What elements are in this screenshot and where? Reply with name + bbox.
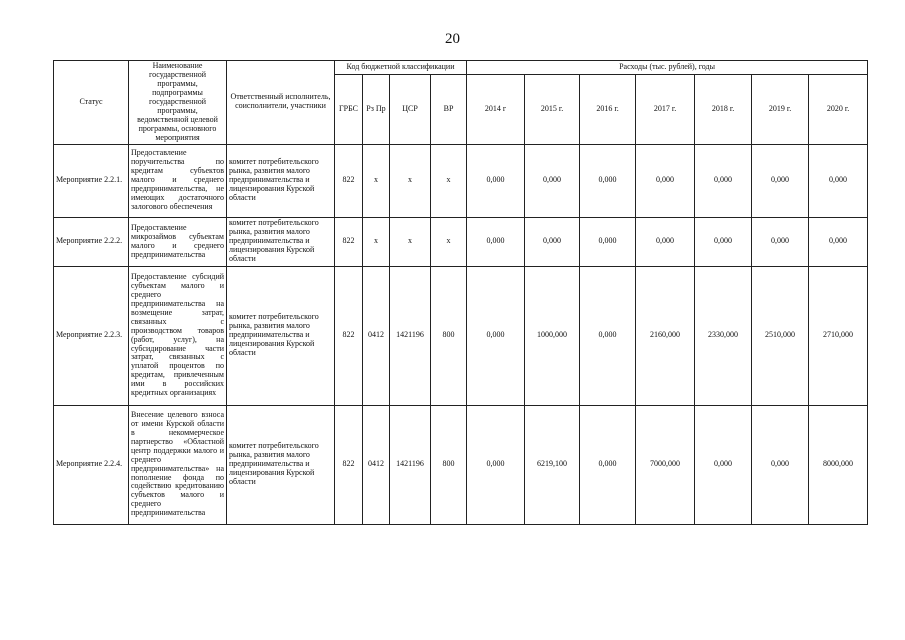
row-value-2016: 0,000	[580, 266, 636, 405]
row-value-2016: 0,000	[580, 405, 636, 524]
row-csr: 1421196	[390, 405, 431, 524]
row-value-2018: 0,000	[695, 144, 752, 217]
row-csr: 1421196	[390, 266, 431, 405]
row-name: Предоставление субсидий субъектам малого и среднего предпринимательства на возмещение затрат, связанных с производством товаров (работ, услуг), на субсидирование части затрат, связанных с уплатой процентов по кредитам, привлеченным ими в российских кредитных организациях	[129, 266, 227, 405]
row-value-2017: 2160,000	[636, 266, 695, 405]
row-value-2014: 0,000	[467, 405, 525, 524]
row-responsible: комитет потребительского рынка, развития малого предпринимательства и лицензирования Курской области	[227, 266, 335, 405]
table-row	[54, 144, 868, 217]
row-rzpr: х	[363, 217, 390, 266]
header-rzpr: Рз Пр	[363, 74, 390, 144]
row-csr: х	[390, 217, 431, 266]
row-vr: х	[431, 217, 467, 266]
row-value-2015: 0,000	[525, 144, 580, 217]
row-value-2014: 0,000	[467, 266, 525, 405]
header-year-2018: 2018 г.	[695, 74, 752, 144]
page-number: 20	[445, 31, 460, 47]
header-year-2020: 2020 г.	[809, 74, 868, 144]
row-vr: х	[431, 144, 467, 217]
row-status: Мероприятие 2.2.2.	[54, 217, 129, 266]
row-value-2015: 6219,100	[525, 405, 580, 524]
header-year-2019: 2019 г.	[752, 74, 809, 144]
row-rzpr: 0412	[363, 405, 390, 524]
row-vr: 800	[431, 405, 467, 524]
row-responsible: комитет потребительского рынка, развития малого предпринимательства и лицензирования Курской области	[227, 405, 335, 524]
row-grbs: 822	[335, 217, 363, 266]
header-year-2014: 2014 г	[467, 74, 525, 144]
row-name: Предоставление поручительства по кредитам субъектов малого и среднего предпринимательства, не имеющих достаточного залогового обеспечения	[129, 144, 227, 217]
row-name: Внесение целевого взноса от имени Курской области в некоммерческое партнерство «Областной центр поддержки малого и среднего предпринимательства» на пополнение фонда по содействию кредитованию субъектов малого и среднего предпринимательства	[129, 405, 227, 524]
row-status: Мероприятие 2.2.4.	[54, 405, 129, 524]
row-value-2020: 2710,000	[809, 266, 868, 405]
header-budget-code-group: Код бюджетной классификации	[335, 61, 467, 75]
header-year-2017: 2017 г.	[636, 74, 695, 144]
row-value-2019: 0,000	[752, 217, 809, 266]
row-status: Мероприятие 2.2.1.	[54, 144, 129, 217]
row-status: Мероприятие 2.2.3.	[54, 266, 129, 405]
row-grbs: 822	[335, 144, 363, 217]
row-rzpr: х	[363, 144, 390, 217]
row-value-2020: 8000,000	[809, 405, 868, 524]
row-value-2020: 0,000	[809, 144, 868, 217]
header-status: Статус	[54, 61, 129, 145]
row-csr: х	[390, 144, 431, 217]
row-value-2016: 0,000	[580, 144, 636, 217]
row-value-2014: 0,000	[467, 217, 525, 266]
row-vr: 800	[431, 266, 467, 405]
row-value-2019: 2510,000	[752, 266, 809, 405]
header-year-2015: 2015 г.	[525, 74, 580, 144]
row-value-2018: 2330,000	[695, 266, 752, 405]
row-value-2017: 7000,000	[636, 405, 695, 524]
row-value-2018: 0,000	[695, 217, 752, 266]
header-responsible: Ответственный исполнитель, соисполнители, участники	[227, 61, 335, 145]
row-responsible: комитет потребительского рынка, развития малого предпринимательства и лицензирования Курской области	[227, 144, 335, 217]
header-grbs: ГРБС	[335, 74, 363, 144]
row-grbs: 822	[335, 266, 363, 405]
header-year-2016: 2016 г.	[580, 74, 636, 144]
table-row	[54, 266, 868, 405]
row-value-2019: 0,000	[752, 405, 809, 524]
row-value-2017: 0,000	[636, 217, 695, 266]
row-rzpr: 0412	[363, 266, 390, 405]
table-row	[54, 405, 868, 524]
budget-table	[53, 60, 868, 525]
row-value-2018: 0,000	[695, 405, 752, 524]
row-value-2015: 0,000	[525, 217, 580, 266]
header-program-name: Наименование государственной программы, подпрограммы государственной программы, ведомственной целевой программы, основного мероприятия	[129, 61, 227, 145]
table-row	[54, 217, 868, 266]
row-name: Предоставление микрозаймов субъектам малого и среднего предпринимательства	[129, 217, 227, 266]
row-value-2016: 0,000	[580, 217, 636, 266]
row-value-2019: 0,000	[752, 144, 809, 217]
row-grbs: 822	[335, 405, 363, 524]
row-responsible: комитет потребительского рынка, развития малого предпринимательства и лицензирования Курской области	[227, 217, 335, 266]
header-csr: ЦСР	[390, 74, 431, 144]
row-value-2017: 0,000	[636, 144, 695, 217]
row-value-2015: 1000,000	[525, 266, 580, 405]
row-value-2014: 0,000	[467, 144, 525, 217]
row-value-2020: 0,000	[809, 217, 868, 266]
header-vr: ВР	[431, 74, 467, 144]
header-expenses-group: Расходы (тыс. рублей), годы	[467, 61, 868, 75]
